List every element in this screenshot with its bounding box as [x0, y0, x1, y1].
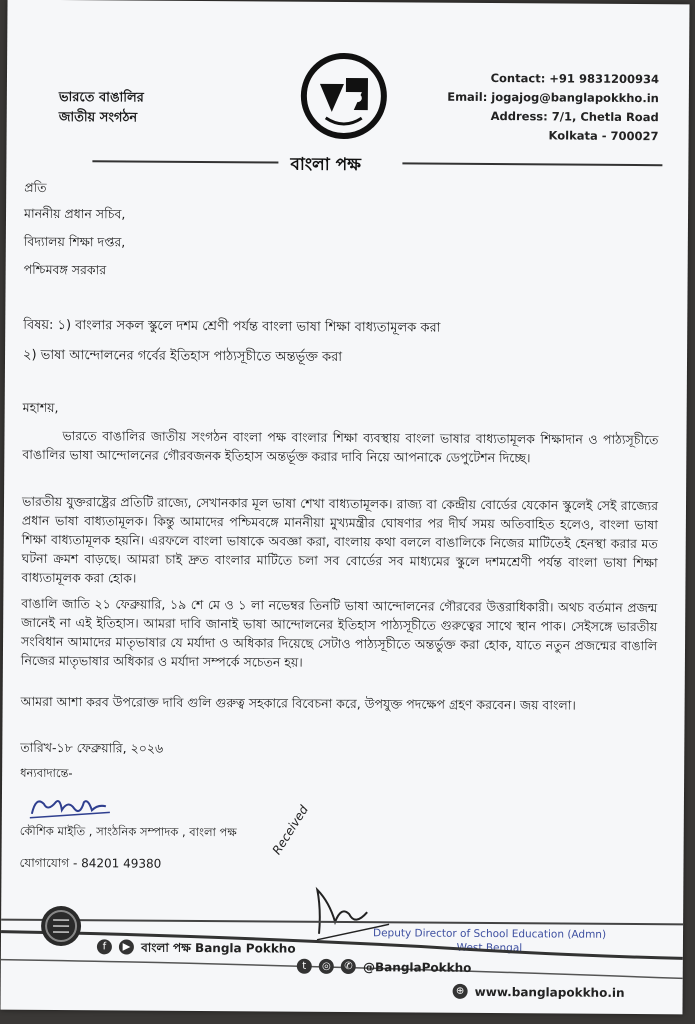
- tiger-emblem-icon: [39, 904, 83, 948]
- instagram-icon: ◎: [319, 959, 334, 974]
- paragraph-demand-two: বাঙালি জাতি ২১ ফেব্রুয়ারি, ১৯ শে মে ও ১ লা নভেম্বর তিনটি ভাষা আন্দোলনের গৌরবের উত্তরাধিকারী। অথচ বর্তমান প্রজন্ম জানেই না এই ইতিহাস। আমরা দাবি জানাই ভাষা আন্দোলনের ইতিহাস পাঠ্যসূচীতে গুরুত্বের সাথে স্থান পাক। সেইসঙ্গে ভারতীয় সংবিধান আমাদের মাতৃভাষার যে মর্যাদা ও অধিকার দিয়েছে সেটাও পাঠ্যসূচীতে অন্তর্ভুক্ত করা হোক, যাতে নতুন প্রজন্মের বাঙালি নিজের মাতৃভাষার অধিকার ও মর্যাদা সম্পর্কে সচেতন হয়।: [20, 595, 658, 670]
- handwritten-signature-icon: [26, 790, 126, 825]
- recipient-line3: পশ্চিমবঙ্গ সরকার: [23, 261, 107, 278]
- contact-address-line2: Kolkata - 700027: [548, 128, 659, 144]
- closing-phrase: ধন্যবাদান্তে-: [20, 765, 73, 781]
- brand-name: বাংলা পক্ষ: [290, 154, 362, 176]
- contact-phone: Contact: +91 9831200934: [490, 71, 660, 87]
- stamp-designation: Deputy Director of School Education (Admn): [372, 927, 607, 941]
- org-tagline-line1: ভারতে বাঙালির: [58, 89, 144, 106]
- received-note: Received: [269, 802, 311, 857]
- salutation: মহাশয়,: [22, 399, 59, 415]
- org-tagline: [59, 88, 144, 129]
- contact-email: Email: jogajog@banglapokkho.in: [447, 89, 659, 106]
- footer-social[interactable]: [297, 956, 472, 976]
- recipient-line2: বিদ্যালয় শিক্ষা দপ্তর,: [23, 233, 126, 250]
- bangla-pokkho-logo-icon: [296, 48, 393, 145]
- subject-line1: বিষয়: ১) বাংলার সকল স্কুলে দশম শ্রেণী পর্যন্ত বাংলা ভাষা শিক্ষা বাধ্যতামূলক করা: [23, 317, 441, 336]
- header-rule-left: [92, 160, 278, 163]
- footer-facebook-label: বাংলা পক্ষ Bangla Pokkho: [141, 940, 296, 956]
- facebook-icon: f: [97, 939, 112, 954]
- footer-website[interactable]: [453, 981, 625, 1001]
- subject-line2: ২) ভাষা আন্দোলনের গর্বের ইতিহাস পাঠ্যসূচীতে অন্তর্ভূক্ত করা: [22, 347, 343, 365]
- recipient-line1: মাননীয় প্রধান সচিব,: [23, 205, 126, 222]
- paragraph-closing: আমরা আশা করব উপরোক্ত দাবি গুলি গুরুত্ব সহকারে বিবেচনা করে, উপযুক্ত পদক্ষেপ গ্রহণ করবেন। জয় বাংলা।: [20, 693, 576, 713]
- letter-date: তারিখ-১৮ ফেব্রুয়ারি, ২০২৬: [20, 739, 164, 756]
- contact-address-line1: Address: 7/1, Chetla Road: [490, 109, 659, 125]
- footer-social-handle: @BanglaPokkho: [363, 960, 472, 975]
- contact-phone-footer: যোগাযোগ - 84201 49380: [19, 855, 162, 871]
- paragraph-intro: ভারতে বাঙালির জাতীয় সংগঠন বাংলা পক্ষ বাংলার শিক্ষা ব্যবস্থায় বাংলা ভাষার বাধ্যতামূলক শিক্ষাদান ও পাঠ্যসূচীতে বাঙালির ভাষা আন্দোলনের গৌরবজনক ইতিহাস অন্তর্ভূক্ত করার দাবি নিয়ে আপনাকে ডেপুটেশন দিচ্ছে।: [22, 428, 659, 466]
- footer-website-url: www.banglapokkho.in: [474, 984, 625, 1000]
- whatsapp-icon: ✆: [341, 959, 356, 974]
- footer-facebook[interactable]: [97, 936, 296, 960]
- paragraph-demand-one: ভারতীয় যুক্তরাষ্ট্রের প্রতিটি রাজ্যে, সেখানকার মূল ভাষা শেখা বাধ্যতামূলক। রাজ্য বা কেন্দ্রীয় বোর্ডের যেকোন স্কুলেই সেই রাজ্যের প্রধান ভাষা বাধ্যতামূলক। কিন্তু আমাদের পশ্চিমবঙ্গে মাননীয়া মুখ্যমন্ত্রীর ঘোষণার পর দীর্ঘ সময় অতিবাহিত হলেও, বাংলা ভাষা শিক্ষা বাধ্যতামূলক হয়নি। এরফলে বাংলা ভাষাকে অবজ্ঞা করা, বাংলায় কথা বললে বাঙালিকে নিজের মাটিতেই হেনস্থা করার মত ঘটনা ক্রমশ বাড়ছে। আমরা চাই দ্রুত বাংলার মাটিতে চলা সব বোর্ডের সব মাধ্যমের স্কুলে দশমশ্রেণী পর্যন্ত বাংলা ভাষা শিক্ষা বাধ্যতামূলক করা হোক।: [21, 493, 659, 586]
- org-tagline-line2: জাতীয় সংগঠন: [58, 109, 138, 126]
- signatory-name: কৌশিক মাইতি , সাংঠনিক সম্পাদক , বাংলা পক্ষ: [19, 823, 237, 840]
- header-rule-right: [402, 162, 662, 166]
- youtube-icon: ▶: [119, 939, 134, 954]
- globe-icon: ⊕: [453, 984, 468, 999]
- stamp-region: West Bengal: [456, 941, 523, 955]
- twitter-icon: t: [297, 959, 312, 974]
- recipient-to: প্রতি: [24, 179, 47, 195]
- contact-block: [447, 69, 659, 146]
